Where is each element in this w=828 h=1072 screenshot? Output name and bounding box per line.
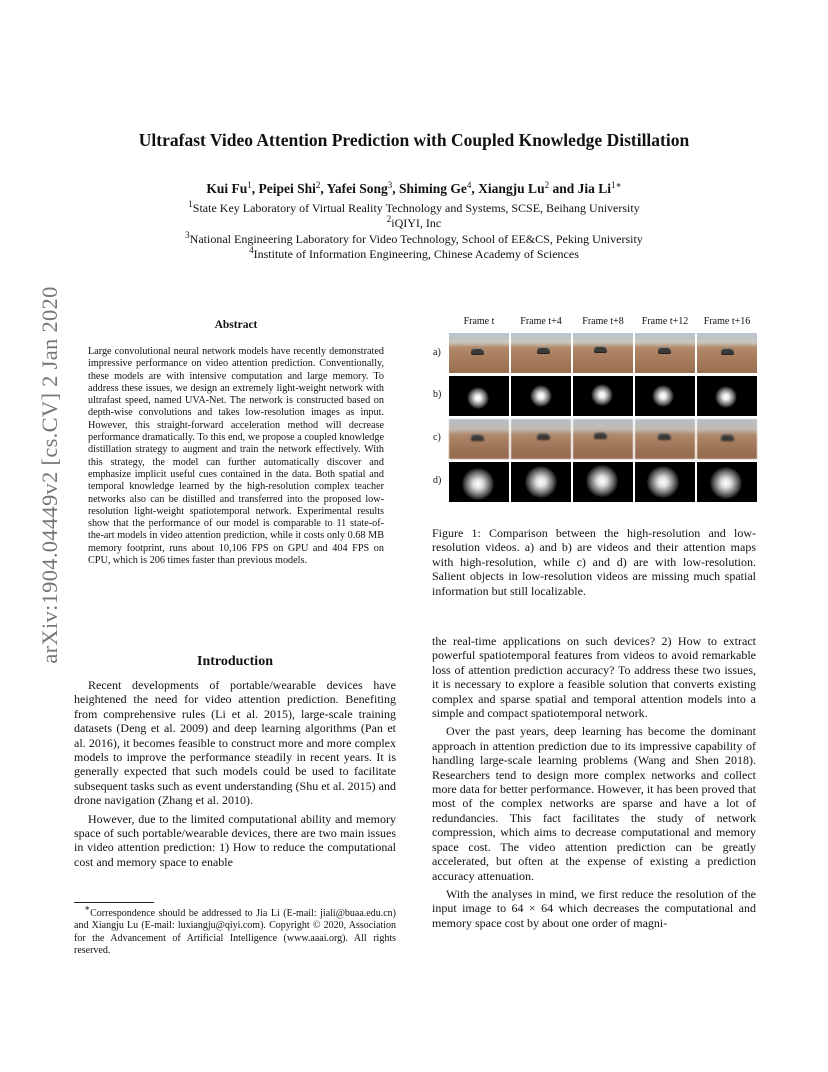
- attention-map-thumbnail: [573, 376, 633, 416]
- right-paragraph-2: Over the past years, deep learning has become the dominant approach in attention prediction due to its impressive capability of handling large-scale learning problems (Wang and Shen 2018). Researchers tend to design more complex networks and collect more data for better performance. However, it has been proved that most of the complex networks are sparse and have a lot of redundancies. This fact facilitates the study of network compression, which aims to decrease computational and memory space cost. The video attention prediction can be greatly accelerated, but often at the expense of existing a prediction accuracy attenuation.: [432, 724, 756, 883]
- intro-paragraph-1: Recent developments of portable/wearable devices have heightened the need for video attention prediction. Benefiting from comprehensive rules (Li et al. 2015), large-scale training datasets (Deng et al. 2009) and deep learning algorithms (Pan et al. 2016), it becomes feasible to construct more and more complex models to improve the performance steadily in recent years. It is generally expected that such models could be used to facilitate subsequent tasks such as event understanding (Shu et al. 2015) and drone navigation (Zhang et al. 2010).: [74, 678, 396, 808]
- vehicle-object: [658, 347, 671, 353]
- video-frame-thumbnail: [635, 419, 695, 459]
- attention-blob: [525, 466, 557, 498]
- row-label: b): [433, 389, 442, 400]
- vehicle-object: [471, 434, 484, 440]
- video-frame-thumbnail: [511, 333, 571, 373]
- author-name: Shiming Ge: [399, 181, 467, 196]
- vehicle-object: [471, 348, 484, 354]
- attention-blob: [652, 385, 674, 407]
- frame-label: Frame t+8: [582, 316, 624, 327]
- figure-caption: Figure 1: Comparison between the high-resolution and low-resolution videos. a) and b) are videos and their attention maps with high-resolution, while c) and d) are with low-resolution. Salient objects in low-resolution videos are missing much spatial information but still localizable.: [432, 526, 756, 598]
- video-frame-thumbnail: [511, 419, 571, 459]
- vehicle-object: [658, 433, 671, 439]
- frame-label: Frame t: [463, 316, 495, 327]
- affiliation-2: $^2$iQIYI, Inc: [386, 214, 442, 230]
- abstract-heading: Abstract: [214, 319, 258, 331]
- video-frame-thumbnail: [697, 333, 757, 373]
- author-name: Kui Fu: [206, 181, 248, 196]
- frame-label: Frame t+4: [520, 316, 562, 327]
- author-name: Peipei Shi: [258, 181, 316, 196]
- vehicle-object: [594, 432, 607, 438]
- vehicle-object: [721, 434, 734, 440]
- video-frame-thumbnail: [635, 333, 695, 373]
- author-affiliation-mark: 1: [247, 180, 252, 190]
- video-frame-thumbnail: [697, 419, 757, 459]
- author-list: Kui Fu$^1$, Peipei Shi$^2$, Yafei Song$^3$, Shiming Ge$^4$, Xiangju Lu$^2$ and Jia $Li^{1∗}$: [206, 180, 622, 196]
- vehicle-object: [537, 433, 550, 439]
- attention-map-thumbnail: [449, 376, 509, 416]
- footnote: ∗Correspondence should be addressed to Jia Li (E-mail: jiali@buaa.edu.cn) and Xiangju Lu (E-mail: luxiangju@qiyi.com). Copyright © 2020, Association for the Advancement of Artificial Intelligence (www.aaai.org). All rights reserved.: [74, 903, 396, 956]
- paper-title: Ultrafast Video Attention Prediction with Coupled Knowledge Distillation: [138, 130, 690, 150]
- author-affiliation-mark: 3: [387, 180, 393, 190]
- attention-blob: [586, 465, 618, 497]
- attention-blob: [591, 384, 613, 406]
- author-name: Xiangju Lu: [478, 181, 545, 196]
- right-paragraph-3: With the analyses in mind, we first reduce the resolution of the input image to 64 × 64 which decreases the computational and memory space cost by about one order of magni-: [432, 886, 756, 930]
- affiliation-1: $^1$State Key Laboratory of Virtual Reality Technology and Systems, SCSE, Beihang University: [188, 199, 640, 215]
- author-affiliation-mark: 1∗: [611, 180, 622, 190]
- attention-blob: [715, 386, 737, 408]
- attention-map-thumbnail: [635, 376, 695, 416]
- abstract-body: Large convolutional neural network models have recently demonstrated impressive performance on video attention prediction. Conventionally, these models are with intensive computation and large memory. To address these issues, we design an extremely light-weight network with ultrafast speed, named UVA-Net. The network is constructed based on depth-wise convolutions and takes low-resolution images as input. However, this straight-forward acceleration method will decrease performance dramatically. To this end, we propose a coupled knowledge distillation strategy to augment and train the network effectively. With this strategy, the model can further automatically discover and emphasize implicit useful cues contained in the data. Both spatial and temporal knowledge learned by the high-resolution complex teacher networks also can be distilled and transferred into the proposed low-resolution light-weight spatiotemporal network. Experimental results show that the performance of our model is comparable to 11 state-of-the-art models in video attention prediction, while it costs only 0.68 MB memory footprint, runs about 10,106 FPS on GPU and 404 FPS on CPU, which is 206 times faster than previous models.: [88, 346, 384, 567]
- right-paragraph-1: the real-time applications on such devices? 2) How to extract powerful spatiotemporal features from videos to avoid remarkable loss of attention prediction accuracy? To address these two issues, it is necessary to explore a feasible solution that converts existing complex and sparse spatial and temporal attention models into a simple and compact spatiotemporal network.: [432, 634, 756, 721]
- attention-blob: [530, 385, 552, 407]
- attention-map-thumbnail: [511, 462, 571, 502]
- affiliation-4: $^4$Institute of Information Engineering, Chinese Academy of Sciences: [249, 245, 579, 261]
- author-name: Yafei Song: [326, 181, 388, 196]
- introduction-body: [74, 678, 396, 869]
- attention-blob: [710, 467, 742, 499]
- attention-map-thumbnail: [449, 462, 509, 502]
- attention-blob: [647, 466, 679, 498]
- affiliation-3: $^3$National Engineering Laboratory for Video Technology, School of EE&CS, Peking University: [185, 230, 643, 246]
- frame-label: Frame t+16: [703, 316, 751, 327]
- vehicle-object: [537, 347, 550, 353]
- arxiv-side-identifier: arXiv:1904.04449v2 [cs.CV] 2 Jan 2020: [37, 286, 62, 664]
- author-affiliation-mark: 2: [315, 180, 321, 190]
- author-affiliation-mark: 4: [466, 180, 472, 190]
- vehicle-object: [594, 346, 607, 352]
- attention-map-thumbnail: [573, 462, 633, 502]
- introduction-heading: Introduction: [197, 654, 273, 669]
- row-label: c): [433, 432, 441, 443]
- video-frame-thumbnail: [449, 333, 509, 373]
- video-frame-thumbnail: [573, 333, 633, 373]
- right-column-body: [432, 634, 756, 930]
- intro-paragraph-2: However, due to the limited computational ability and memory space of such portable/wearable devices, there are two main issues in video attention prediction: 1) How to reduce the computational cost and memory space to enable: [74, 811, 396, 869]
- video-frame-thumbnail: [573, 419, 633, 459]
- attention-map-thumbnail: [697, 462, 757, 502]
- attention-blob: [462, 468, 494, 500]
- author-name: Jia Li: [577, 181, 611, 196]
- attention-map-thumbnail: [511, 376, 571, 416]
- vehicle-object: [721, 348, 734, 354]
- video-frame-thumbnail: [449, 419, 509, 459]
- row-label: a): [433, 347, 441, 358]
- row-label: d): [433, 475, 442, 486]
- attention-blob: [467, 387, 489, 409]
- author-affiliation-mark: 2: [544, 180, 550, 190]
- attention-map-thumbnail: [697, 376, 757, 416]
- attention-map-thumbnail: [635, 462, 695, 502]
- frame-label: Frame t+12: [641, 316, 689, 327]
